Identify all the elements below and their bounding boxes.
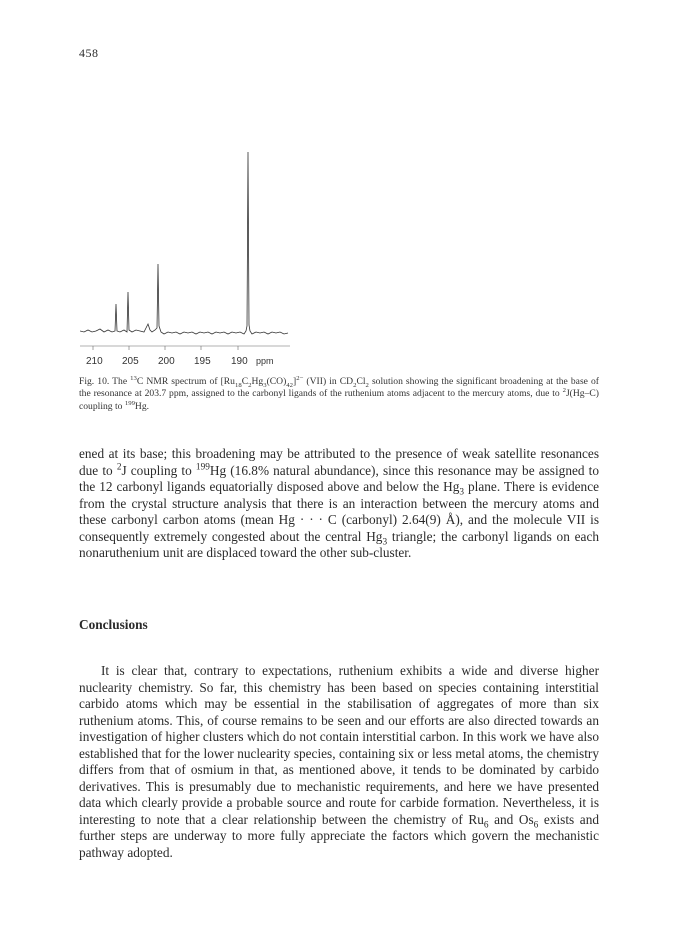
axis-tick-label: 210 [86,356,103,367]
axis-tick-label: 195 [194,356,211,367]
axis-tick-label: 205 [122,356,139,367]
page-number: 458 [79,46,99,60]
nmr-spectrum-plot [80,120,600,370]
figure-caption: Fig. 10. The $^{13}$C NMR spectrum of $[Ru_{18}C_2Hg_3(CO)_{42}]^{2-}$ (VII) in $CD_2Cl_2$ solution showing the significant broadening at the base of the resonance at 203.7 ppm, assigned to the carbonyl ligands of the ruthenium atoms adjacent to the mercury atoms, due to $^2$J(Hg–C) coupling to $^{199}$Hg. [79,374,599,412]
section-heading-conclusions: Conclusions [79,617,148,632]
axis-tick-label: 190 [231,356,248,367]
continued-paragraph: ened at its base; this broadening may be attributed to the presence of weak satellite resonances due to $^2$J coupling to $^{199}$Hg (16.8% natural abundance), since this resonance may be assigned to the 12 carbonyl ligands equatorially disposed above and below the $Hg_3$ plane. There is evidence from the crystal structure analysis that there is an interaction between the mercury atoms and these carbonyl carbon atoms (mean Hg · · · C (carbonyl) 2.64(9) Å), and the molecule VII is consequently extremely congested about the central $Hg_3$ triangle; the carbonyl ligands on each nonaruthenium unit are displaced toward the other sub-cluster. [79,446,599,561]
axis-unit-label: ppm [256,356,274,366]
figure-label: Fig. 10. [79,376,110,387]
axis-tick-label: 200 [158,356,175,367]
nmr-spectrum-figure [80,120,600,370]
conclusions-paragraph: It is clear that, contrary to expectations, ruthenium exhibits a wide and diverse higher nuclearity chemistry. So far, this chemistry has been based on species containing interstitial carbido atoms which may be essential in the stabilisation of aggregates of more than six ruthenium atoms. This, of course remains to be seen and our efforts are also directed towards an investigation of higher clusters which do not contain interstitial carbon. In this work we have also established that for the lower nuclearity species, containing six or less metal atoms, the chemistry differs from that of osmium in that, as mentioned above, it tends to be dominated by carbido derivatives. This is presumably due to mechanistic requirements, and here we have presented data which clearly provide a probable source and route for carbide formation. Nevertheless, it is interesting to note that a clear relationship between the chemistry of $Ru_6$ and $Os_6$ exists and further steps are underway to more fully appreciate the factors which govern the mechanistic pathway adopted. [79,663,599,861]
spectrum-trace [80,152,288,334]
